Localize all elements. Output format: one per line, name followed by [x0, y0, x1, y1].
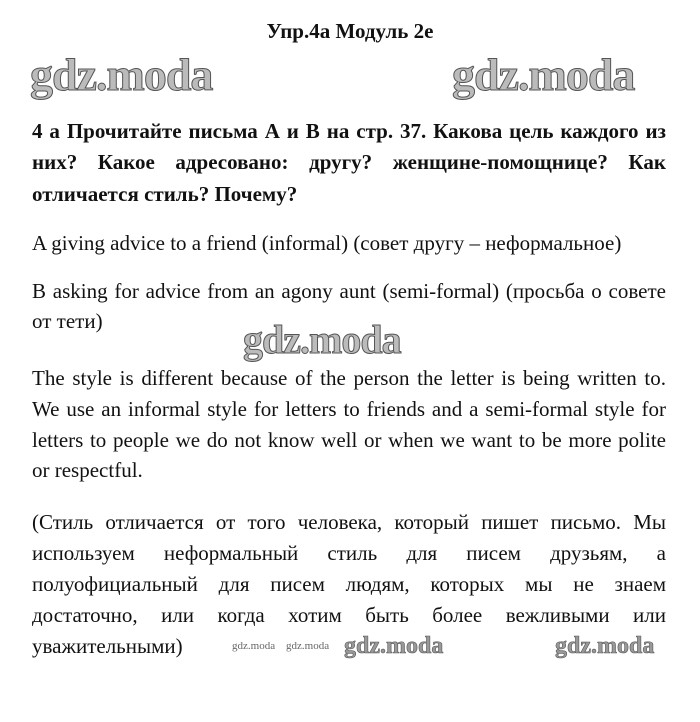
- watermark-logo: gdz.moda: [555, 633, 655, 659]
- translation-line: полуофициальный для писем людям, которых мы не знаем: [32, 572, 666, 596]
- watermark-logo: gdz.moda: [344, 633, 444, 659]
- explanation-line: or respectful.: [32, 458, 143, 482]
- watermark-small: gdz.moda: [232, 640, 276, 652]
- answer-b-line: от тети): [32, 309, 103, 333]
- watermark-logo: gdz.moda: [30, 49, 213, 100]
- answer-a: A giving advice to a friend (informal) (совет другу – неформальное): [32, 231, 622, 255]
- task-line: них? Какое адресовано: другу? женщине-помощнице? Как: [32, 150, 666, 174]
- watermark-logo: gdz.moda: [243, 317, 401, 362]
- task-line: 4 а Прочитайте письма А и В на стр. 37. Какова цель каждого из: [32, 119, 666, 143]
- page-title: Упр.4а Модуль 2e: [266, 19, 434, 43]
- explanation-line: letters to people we do not know well or when we want to be more polite: [32, 428, 666, 452]
- watermark-small: gdz.moda: [286, 640, 330, 652]
- watermark-logo: gdz.moda: [452, 49, 635, 100]
- explanation-line: We use an informal style for letters to friends and a semi-formal style for: [32, 397, 666, 421]
- translation-line: (Стиль отличается от того человека, который пишет письмо. Мы: [32, 510, 666, 534]
- translation-line: уважительными): [32, 634, 183, 658]
- task-line: отличается стиль? Почему?: [32, 182, 298, 206]
- explanation-line: The style is different because of the person the letter is being written to.: [32, 366, 666, 390]
- translation-line: используем неформальный стиль для писем друзьям, а: [32, 541, 666, 565]
- translation-line: достаточно, или когда хотим быть более вежливыми или: [32, 603, 666, 627]
- answer-b-line: B asking for advice from an agony aunt (semi-formal) (просьба о совете: [32, 279, 666, 303]
